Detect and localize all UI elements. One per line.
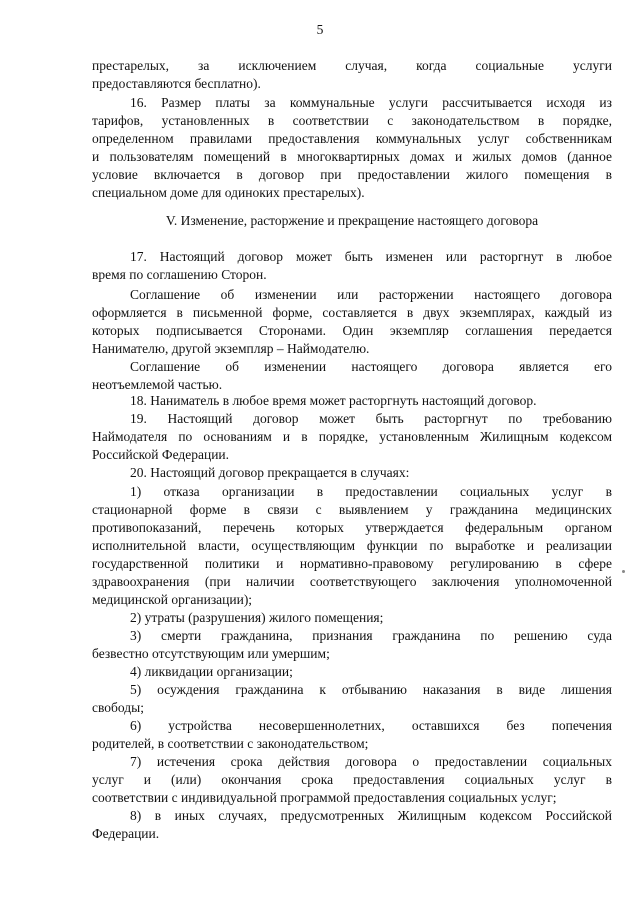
text-line: оформляется в письменной форме, составляется в двух экземплярах, каждый из — [92, 305, 612, 320]
text-line: Соглашение об изменении или расторжении настоящего договора — [130, 287, 612, 302]
list-item-8 — [92, 807, 612, 843]
text-line: Соглашение об изменении настоящего договора является его — [130, 359, 612, 374]
paragraph-continuation — [92, 57, 612, 93]
text-line: Нанимателю, другой экземпляр – Наймодателю. — [92, 341, 370, 356]
text-line: государственной политики и нормативно-правовому регулированию в сфере — [92, 556, 612, 571]
text-line: безвестно отсутствующим или умершим; — [92, 646, 330, 661]
text-line: родителей, в соответствии с законодательством; — [92, 736, 369, 751]
text-line: определенном правилами предоставления коммунальных услуг собственникам — [92, 131, 612, 146]
text-line: 2) утраты (разрушения) жилого помещения; — [130, 610, 384, 625]
text-line: стационарной форме в связи с выявлением у гражданина медицинских — [92, 502, 612, 517]
text-line: Наймодателя по основаниям и в порядке, установленным Жилищным кодексом — [92, 429, 612, 444]
text-line: неотъемлемой частью. — [92, 377, 223, 392]
list-item-7 — [92, 753, 612, 807]
paragraph-16 — [92, 94, 612, 202]
text-line: и пользователям помещений в многоквартирных домах и жилых домов (данное — [92, 149, 612, 164]
text-line: Федерации. — [92, 826, 160, 841]
text-line: здравоохранения (при наличии соответствующего заключения уполномоченной — [92, 574, 612, 589]
text-line: тарифов, установленных в соответствии с законодательством в порядке, — [92, 113, 612, 128]
text-line: 19. Настоящий договор может быть расторгнут по требованию — [130, 411, 612, 426]
text-line: 8) в иных случаях, предусмотренных Жилищным кодексом Российской — [130, 808, 612, 823]
paragraph-20 — [92, 464, 612, 482]
text-line: 3) смерти гражданина, признания гражданина по решению суда — [130, 628, 612, 643]
text-line: 7) истечения срока действия договора о предоставлении социальных — [130, 754, 612, 769]
text-line: 17. Настоящий договор может быть изменен или расторгнут в любое — [130, 249, 612, 264]
text-line: 16. Размер платы за коммунальные услуги рассчитывается исходя из — [130, 95, 612, 110]
text-line: которых подписывается Сторонами. Один экземпляр соглашения передается — [92, 323, 612, 338]
text-line: противопоказаний, перечень которых утверждается федеральным органом — [92, 520, 612, 535]
text-line: медицинской организации); — [92, 592, 253, 607]
text-line: 5) осуждения гражданина к отбыванию наказания в виде лишения — [130, 682, 612, 697]
text-line: 4) ликвидации организации; — [130, 664, 293, 679]
paragraph-17-integral — [92, 358, 612, 394]
text-line: предоставляются бесплатно). — [92, 76, 261, 91]
text-line: Российской Федерации. — [92, 447, 230, 462]
text-line: специальном доме для одиноких престарелых). — [92, 185, 365, 200]
text-line: соответствии с индивидуальной программой предоставления социальных услуг; — [92, 790, 557, 805]
list-item-2 — [92, 609, 612, 627]
text-line: 6) устройства несовершеннолетних, оставшихся без попечения — [130, 718, 612, 733]
text-line: 20. Настоящий договор прекращается в случаях: — [130, 465, 410, 480]
scan-dot — [622, 570, 625, 573]
text-line: услуг и (или) окончания срока предоставления социальных услуг в — [92, 772, 612, 787]
list-item-6 — [92, 717, 612, 753]
paragraph-19 — [92, 410, 612, 464]
page-number: 5 — [316, 22, 324, 37]
text-line: престарелых, за исключением случая, когда социальные услуги — [92, 58, 612, 73]
list-item-5 — [92, 681, 612, 717]
text-line: время по соглашению Сторон. — [92, 267, 267, 282]
section-heading: V. Изменение, расторжение и прекращение настоящего договора — [165, 213, 539, 228]
list-item-3 — [92, 627, 612, 663]
paragraph-17 — [92, 248, 612, 284]
text-line: условие включается в договор при предоставлении жилого помещения в — [92, 167, 612, 182]
list-item-1 — [92, 483, 612, 609]
list-item-4 — [92, 663, 612, 681]
text-line: 18. Наниматель в любое время может расторгнуть настоящий договор. — [130, 393, 537, 408]
text-line: 1) отказа организации в предоставлении социальных услуг в — [130, 484, 612, 499]
paragraph-17-agreement — [92, 286, 612, 358]
text-line: свободы; — [92, 700, 144, 715]
text-line: исполнительной власти, осуществляющим функции по выработке и реализации — [92, 538, 612, 553]
paragraph-18 — [92, 392, 612, 410]
